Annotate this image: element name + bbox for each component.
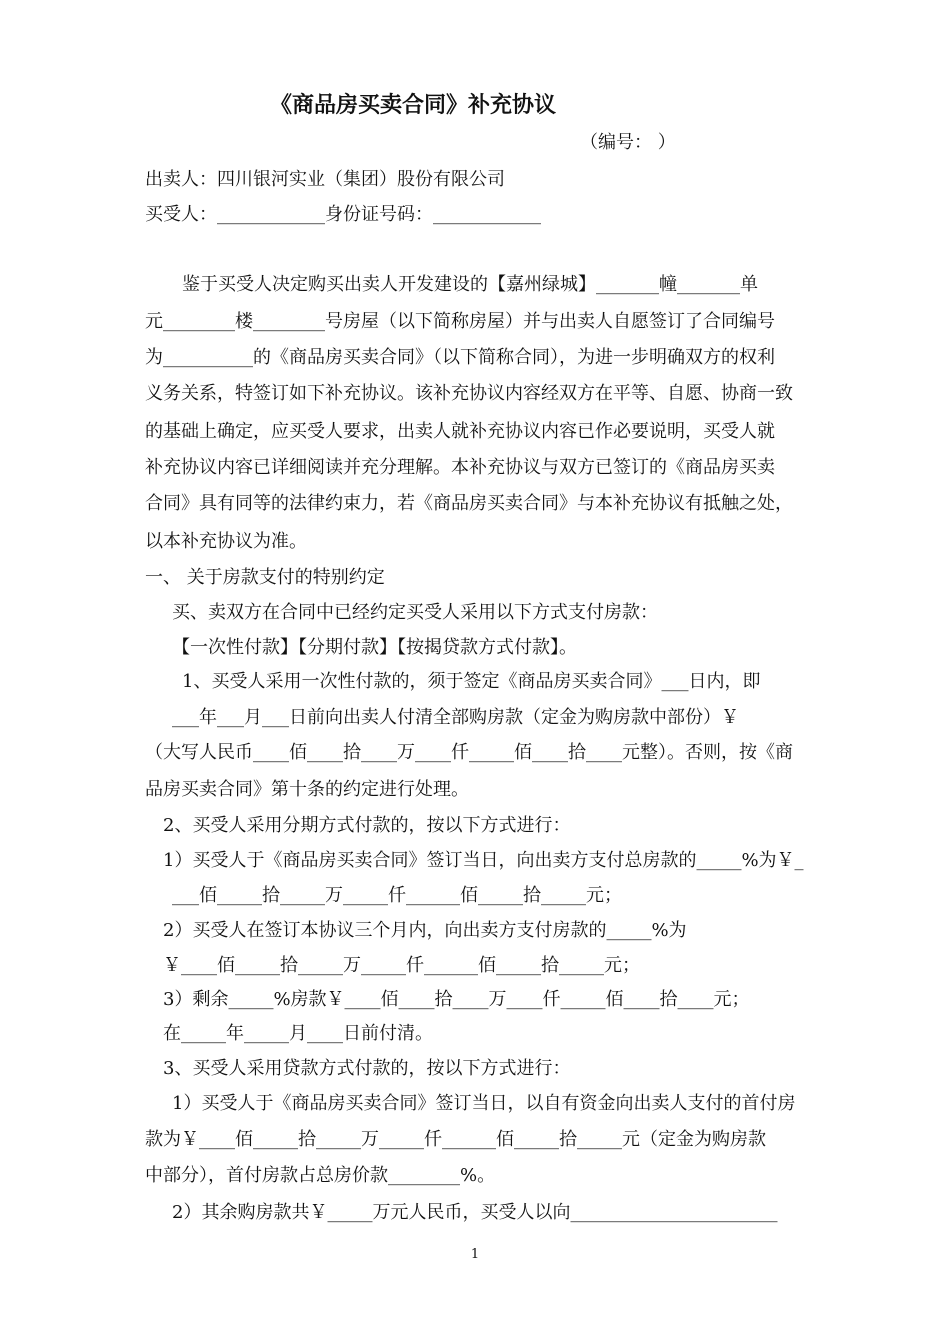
document-title: 《商品房买卖合同》补充协议 xyxy=(270,93,557,118)
paragraph-line: 2）其余购房款共￥_____万元人民币，买受人以向_______________________ xyxy=(172,1202,778,1223)
page-number: 1 xyxy=(470,1247,480,1262)
paragraph-line: 以本补充协议为准。 xyxy=(145,531,307,552)
paragraph-line: （大写人民币____佰____拾____万____仟_____佰____拾____元整）。否则，按《商 xyxy=(145,742,793,763)
paragraph-line: 2、买受人采用分期方式付款的，按以下方式进行： xyxy=(163,815,571,836)
paragraph-line: 的基础上确定，应买受人要求，出卖人就补充协议内容已作必要说明，买受人就 xyxy=(145,421,775,442)
paragraph-line: 款为￥____佰_____拾_____万_____仟______佰_____拾_____元（定金为购房款 xyxy=(145,1129,766,1150)
paragraph-line: 鉴于买受人决定购买出卖人开发建设的【嘉州绿城】_______幢_______单 xyxy=(182,274,758,295)
paragraph-line: ￥____佰_____拾_____万_____仟______佰_____拾_____元； xyxy=(163,955,640,976)
paragraph-line: ___佰_____拾_____万_____仟______佰_____拾_____元； xyxy=(172,885,622,906)
paragraph-line: 【一次性付款】【分期付款】【按揭贷款方式付款】。 xyxy=(172,637,577,658)
buyer-line: 买受人：____________身份证号码：____________ xyxy=(145,204,541,225)
paragraph-line: 1）买受人于《商品房买卖合同》签订当日，向出卖方支付总房款的_____%为￥_ xyxy=(163,850,804,871)
paragraph-line: ___年___月___日前向出卖人付清全部购房款（定金为购房款中部份）￥ xyxy=(172,707,739,728)
paragraph-line: 1、买受人采用一次性付款的，须于签定《商品房买卖合同》___日内，即 xyxy=(182,671,761,692)
paragraph-line: 为__________的《商品房买卖合同》（以下简称合同），为进一步明确双方的权利 xyxy=(145,347,775,368)
paragraph-line: 在_____年_____月____日前付清。 xyxy=(163,1023,433,1044)
paragraph-line: 元________楼________号房屋（以下简称房屋）并与出卖人自愿签订了合同编号 xyxy=(145,311,775,332)
paragraph-line: 中部分），首付房款占总房价款________%。 xyxy=(145,1165,496,1186)
paragraph-line: 1）买受人于《商品房买卖合同》签订当日，以自有资金向出卖人支付的首付房 xyxy=(172,1093,796,1114)
paragraph-line: 合同》具有同等的法律约束力，若《商品房买卖合同》与本补充协议有抵触之处， xyxy=(145,493,793,514)
paragraph-line: 补充协议内容已详细阅读并充分理解。本补充协议与双方已签订的《商品房买卖 xyxy=(145,457,775,478)
paragraph-line: 3）剩余_____%房款￥____佰____拾____万____仟_____佰____拾____元； xyxy=(163,989,750,1010)
seller-line: 出卖人：四川银河实业（集团）股份有限公司 xyxy=(145,169,505,190)
document-number: （编号： ） xyxy=(580,132,676,153)
section-heading: 一、 关于房款支付的特别约定 xyxy=(145,567,385,588)
paragraph-line: 2）买受人在签订本协议三个月内，向出卖方支付房款的_____%为 xyxy=(163,920,687,941)
paragraph-line: 品房买卖合同》第十条的约定进行处理。 xyxy=(145,779,469,800)
paragraph-line: 3、买受人采用贷款方式付款的，按以下方式进行： xyxy=(163,1058,571,1079)
paragraph-line: 买、卖双方在合同中已经约定买受人采用以下方式支付房款： xyxy=(172,602,658,623)
paragraph-line: 义务关系，特签订如下补充协议。该补充协议内容经双方在平等、自愿、协商一致 xyxy=(145,383,793,404)
